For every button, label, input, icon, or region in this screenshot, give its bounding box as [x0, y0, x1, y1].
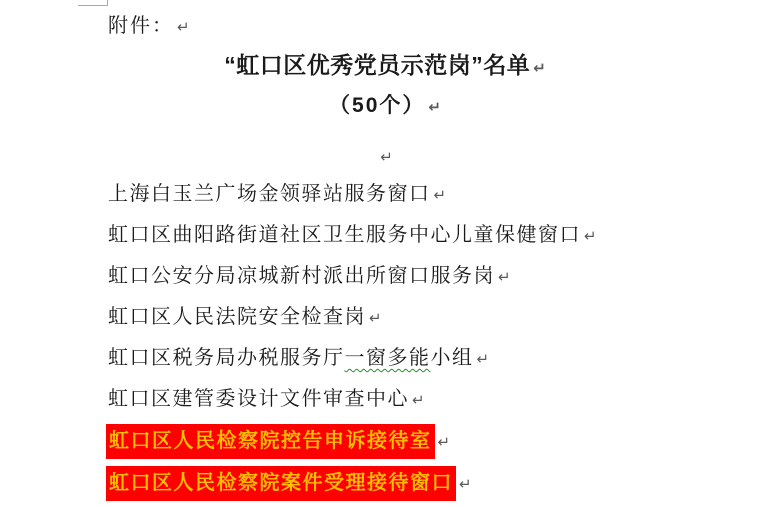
empty-paragraph-line	[0, 145, 770, 170]
grammar-check-wavy-text: 一窗多能	[344, 347, 431, 369]
list-item	[108, 182, 446, 207]
attachment-label: 附件：	[108, 15, 174, 37]
list-item	[108, 346, 489, 371]
paragraph-mark-icon: ↵	[433, 186, 447, 204]
paragraph-mark-icon: ↵	[533, 59, 546, 77]
document-title: “虹口区优秀党员示范岗”名单	[224, 52, 531, 78]
paragraph-mark-icon: ↵	[412, 391, 425, 409]
list-item-text: 虹口区曲阳路街道社区卫生服务中心儿童保健窗口	[108, 224, 581, 246]
list-item-highlighted	[106, 466, 472, 501]
paragraph-mark-icon: ↵	[369, 309, 382, 327]
list-item-highlighted	[106, 424, 450, 459]
list-item-text-post: 小组	[430, 347, 474, 369]
paragraph-mark-icon: ↵	[380, 148, 393, 166]
list-item	[108, 223, 597, 248]
list-item	[108, 305, 382, 330]
paragraph-mark-icon: ↵	[476, 350, 490, 368]
document-title-line	[0, 53, 770, 80]
item-count: （50个）	[329, 94, 426, 117]
highlighted-text: 虹口区人民检察院案件受理接待窗口	[106, 466, 456, 501]
highlighted-text: 虹口区人民检察院控告申诉接待室	[106, 424, 435, 459]
paragraph-mark-icon: ↵	[177, 18, 190, 36]
list-item-text: 虹口区建管委设计文件审查中心	[108, 388, 409, 410]
list-item	[108, 387, 425, 412]
list-item-text: 虹口公安分局凉城新村派出所窗口服务岗	[108, 265, 495, 287]
text-boundary-crop-mark-horizontal	[78, 5, 108, 6]
text-boundary-crop-mark-vertical	[107, 0, 108, 6]
list-item-text: 虹口区人民法院安全检查岗	[108, 306, 366, 328]
paragraph-mark-icon: ↵	[459, 475, 472, 493]
attachment-label-line	[108, 14, 190, 39]
list-item-text-pre: 虹口区税务局办税服务厅	[108, 347, 345, 369]
item-count-line	[0, 94, 770, 119]
list-item	[108, 264, 511, 289]
paragraph-mark-icon: ↵	[584, 227, 597, 245]
paragraph-mark-icon: ↵	[498, 268, 511, 286]
list-item-text: 上海白玉兰广场金领驿站服务窗口	[108, 183, 431, 205]
paragraph-mark-icon: ↵	[437, 433, 451, 451]
paragraph-mark-icon: ↵	[428, 98, 441, 116]
